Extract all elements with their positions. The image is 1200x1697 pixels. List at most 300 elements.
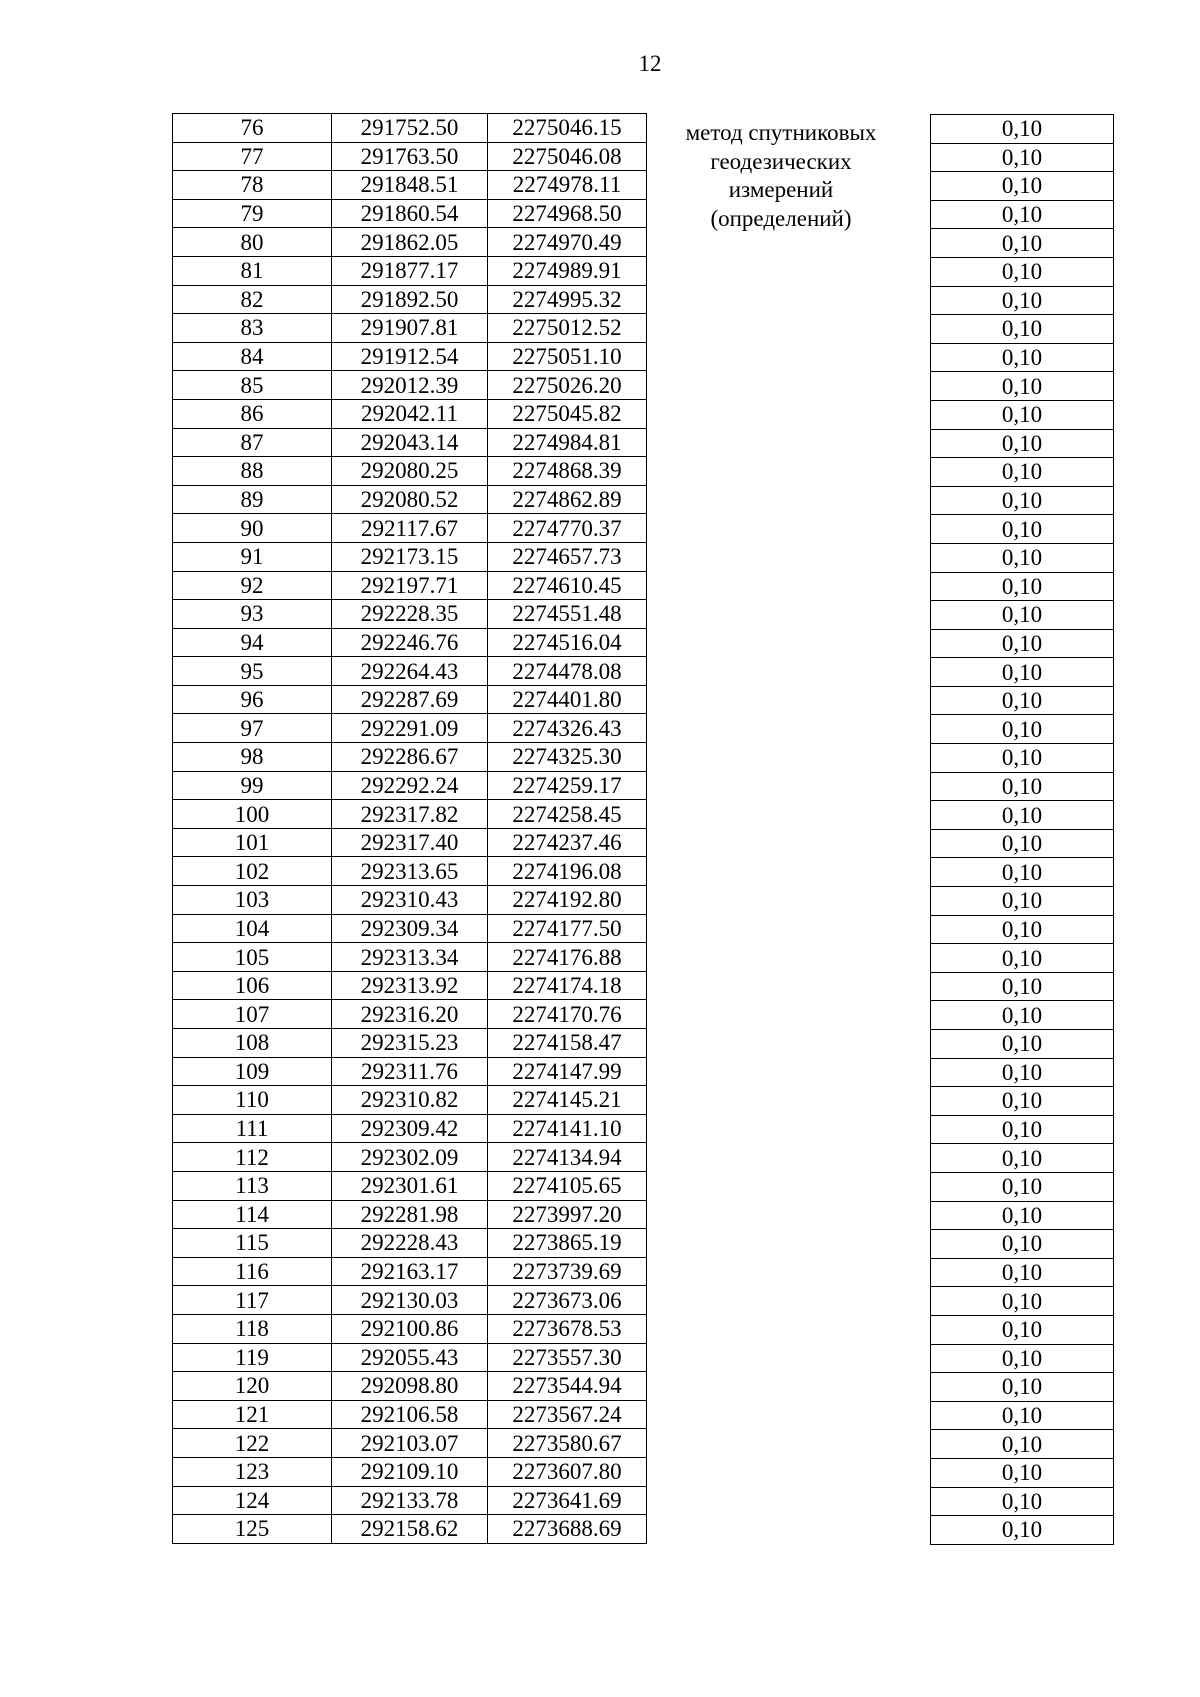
point-number-cell: 93 <box>173 600 332 629</box>
point-number-cell: 85 <box>173 371 332 400</box>
point-number-cell: 121 <box>173 1400 332 1429</box>
table-row <box>931 915 1114 944</box>
table-row <box>931 486 1114 515</box>
x-coordinate-cell: 292012.39 <box>332 371 488 400</box>
accuracy-cell: 0,10 <box>931 229 1114 258</box>
table-row <box>173 914 647 943</box>
x-coordinate-cell: 292133.78 <box>332 1486 488 1515</box>
accuracy-cell: 0,10 <box>931 629 1114 658</box>
y-coordinate-cell: 2274177.50 <box>488 914 647 943</box>
y-coordinate-cell: 2274862.89 <box>488 485 647 514</box>
y-coordinate-cell: 2275051.10 <box>488 342 647 371</box>
x-coordinate-cell: 292109.10 <box>332 1457 488 1486</box>
table-row <box>931 658 1114 687</box>
accuracy-cell: 0,10 <box>931 1201 1114 1230</box>
y-coordinate-cell: 2275012.52 <box>488 314 647 343</box>
method-line: (определений) <box>710 205 852 231</box>
y-coordinate-cell: 2274145.21 <box>488 1086 647 1115</box>
x-coordinate-cell: 292080.52 <box>332 485 488 514</box>
y-coordinate-cell: 2273580.67 <box>488 1429 647 1458</box>
table-row <box>173 199 647 228</box>
table-row <box>931 429 1114 458</box>
table-row <box>173 171 647 200</box>
table-row <box>173 685 647 714</box>
table-row <box>931 1087 1114 1116</box>
method-line: геодезических <box>710 148 852 174</box>
point-number-cell: 122 <box>173 1429 332 1458</box>
coordinates-table-body <box>173 114 647 1544</box>
accuracy-cell: 0,10 <box>931 1258 1114 1287</box>
table-row <box>931 1258 1114 1287</box>
y-coordinate-cell: 2274968.50 <box>488 199 647 228</box>
point-number-cell: 83 <box>173 314 332 343</box>
y-coordinate-cell: 2274984.81 <box>488 428 647 457</box>
table-row <box>173 114 647 143</box>
x-coordinate-cell: 292286.67 <box>332 743 488 772</box>
x-coordinate-cell: 292292.24 <box>332 771 488 800</box>
y-coordinate-cell: 2274325.30 <box>488 743 647 772</box>
point-number-cell: 90 <box>173 514 332 543</box>
x-coordinate-cell: 292098.80 <box>332 1372 488 1401</box>
accuracy-cell: 0,10 <box>931 772 1114 801</box>
table-row <box>931 200 1114 229</box>
accuracy-cell: 0,10 <box>931 372 1114 401</box>
point-number-cell: 77 <box>173 142 332 171</box>
accuracy-table-body <box>931 115 1114 1545</box>
point-number-cell: 117 <box>173 1286 332 1315</box>
x-coordinate-cell: 292228.43 <box>332 1229 488 1258</box>
point-number-cell: 102 <box>173 857 332 886</box>
accuracy-cell: 0,10 <box>931 143 1114 172</box>
table-row <box>173 142 647 171</box>
point-number-cell: 81 <box>173 256 332 285</box>
y-coordinate-cell: 2274174.18 <box>488 971 647 1000</box>
table-row <box>931 972 1114 1001</box>
accuracy-cell: 0,10 <box>931 1230 1114 1259</box>
table-row <box>173 714 647 743</box>
table-row <box>931 515 1114 544</box>
accuracy-cell: 0,10 <box>931 1458 1114 1487</box>
table-row <box>931 1287 1114 1316</box>
table-row <box>173 1171 647 1200</box>
y-coordinate-cell: 2273567.24 <box>488 1400 647 1429</box>
x-coordinate-cell: 292197.71 <box>332 571 488 600</box>
y-coordinate-cell: 2275046.08 <box>488 142 647 171</box>
table-row <box>931 1516 1114 1545</box>
table-row <box>931 543 1114 572</box>
table-row <box>931 1058 1114 1087</box>
accuracy-cell: 0,10 <box>931 887 1114 916</box>
point-number-cell: 104 <box>173 914 332 943</box>
accuracy-cell: 0,10 <box>931 715 1114 744</box>
table-row <box>173 943 647 972</box>
x-coordinate-cell: 292130.03 <box>332 1286 488 1315</box>
point-number-cell: 95 <box>173 657 332 686</box>
point-number-cell: 100 <box>173 800 332 829</box>
table-row <box>931 143 1114 172</box>
y-coordinate-cell: 2274868.39 <box>488 457 647 486</box>
point-number-cell: 86 <box>173 399 332 428</box>
table-row <box>931 286 1114 315</box>
accuracy-cell: 0,10 <box>931 829 1114 858</box>
table-row <box>173 1200 647 1229</box>
table-row <box>173 1143 647 1172</box>
x-coordinate-cell: 292055.43 <box>332 1343 488 1372</box>
y-coordinate-cell: 2274989.91 <box>488 256 647 285</box>
x-coordinate-cell: 292301.61 <box>332 1171 488 1200</box>
x-coordinate-cell: 292158.62 <box>332 1515 488 1544</box>
table-row <box>173 514 647 543</box>
point-number-cell: 84 <box>173 342 332 371</box>
table-row <box>931 229 1114 258</box>
table-row <box>173 1400 647 1429</box>
accuracy-cell: 0,10 <box>931 400 1114 429</box>
table-row <box>931 343 1114 372</box>
accuracy-cell: 0,10 <box>931 172 1114 201</box>
point-number-cell: 105 <box>173 943 332 972</box>
point-number-cell: 99 <box>173 771 332 800</box>
table-row <box>931 1115 1114 1144</box>
table-row <box>173 1343 647 1372</box>
method-line: метод спутниковых <box>685 120 877 145</box>
y-coordinate-cell: 2274105.65 <box>488 1171 647 1200</box>
table-row <box>173 971 647 1000</box>
table-row <box>931 1201 1114 1230</box>
point-number-cell: 96 <box>173 685 332 714</box>
y-coordinate-cell: 2274770.37 <box>488 514 647 543</box>
accuracy-cell: 0,10 <box>931 686 1114 715</box>
table-row <box>173 1429 647 1458</box>
y-coordinate-cell: 2274158.47 <box>488 1029 647 1058</box>
table-row <box>173 1057 647 1086</box>
x-coordinate-cell: 292316.20 <box>332 1000 488 1029</box>
x-coordinate-cell: 292313.92 <box>332 971 488 1000</box>
x-coordinate-cell: 292106.58 <box>332 1400 488 1429</box>
point-number-cell: 111 <box>173 1114 332 1143</box>
y-coordinate-cell: 2274176.88 <box>488 943 647 972</box>
x-coordinate-cell: 292043.14 <box>332 428 488 457</box>
table-row <box>173 600 647 629</box>
table-row <box>931 686 1114 715</box>
accuracy-cell: 0,10 <box>931 1087 1114 1116</box>
y-coordinate-cell: 2274259.17 <box>488 771 647 800</box>
x-coordinate-cell: 292103.07 <box>332 1429 488 1458</box>
accuracy-cell: 0,10 <box>931 286 1114 315</box>
accuracy-cell: 0,10 <box>931 972 1114 1001</box>
accuracy-cell: 0,10 <box>931 1030 1114 1059</box>
table-row <box>173 485 647 514</box>
accuracy-cell: 0,10 <box>931 1315 1114 1344</box>
x-coordinate-cell: 292310.82 <box>332 1086 488 1115</box>
table-row <box>173 1372 647 1401</box>
x-coordinate-cell: 292313.65 <box>332 857 488 886</box>
table-row <box>931 944 1114 973</box>
table-row <box>173 657 647 686</box>
page-number: 12 <box>638 51 662 76</box>
x-coordinate-cell: 292311.76 <box>332 1057 488 1086</box>
accuracy-cell: 0,10 <box>931 1430 1114 1459</box>
point-number-cell: 107 <box>173 1000 332 1029</box>
x-coordinate-cell: 292310.43 <box>332 886 488 915</box>
table-row <box>931 572 1114 601</box>
point-number-cell: 118 <box>173 1314 332 1343</box>
table-row <box>931 744 1114 773</box>
x-coordinate-cell: 292291.09 <box>332 714 488 743</box>
table-row <box>931 772 1114 801</box>
table-row <box>931 1458 1114 1487</box>
y-coordinate-cell: 2274657.73 <box>488 542 647 571</box>
x-coordinate-cell: 292287.69 <box>332 685 488 714</box>
table-row <box>173 571 647 600</box>
accuracy-cell: 0,10 <box>931 1373 1114 1402</box>
table-row <box>931 1401 1114 1430</box>
y-coordinate-cell: 2274134.94 <box>488 1143 647 1172</box>
x-coordinate-cell: 292302.09 <box>332 1143 488 1172</box>
y-coordinate-cell: 2273678.53 <box>488 1314 647 1343</box>
y-coordinate-cell: 2273865.19 <box>488 1229 647 1258</box>
table-row <box>931 715 1114 744</box>
point-number-cell: 114 <box>173 1200 332 1229</box>
table-row <box>173 857 647 886</box>
y-coordinate-cell: 2274196.08 <box>488 857 647 886</box>
point-number-cell: 125 <box>173 1515 332 1544</box>
table-row <box>931 1344 1114 1373</box>
y-coordinate-cell: 2275026.20 <box>488 371 647 400</box>
y-coordinate-cell: 2274147.99 <box>488 1057 647 1086</box>
point-number-cell: 76 <box>173 114 332 143</box>
accuracy-cell: 0,10 <box>931 1172 1114 1201</box>
accuracy-cell: 0,10 <box>931 543 1114 572</box>
table-row <box>173 1229 647 1258</box>
table-row <box>931 257 1114 286</box>
table-row <box>173 542 647 571</box>
point-number-cell: 79 <box>173 199 332 228</box>
x-coordinate-cell: 292317.40 <box>332 828 488 857</box>
accuracy-cell: 0,10 <box>931 200 1114 229</box>
y-coordinate-cell: 2274170.76 <box>488 1000 647 1029</box>
point-number-cell: 101 <box>173 828 332 857</box>
x-coordinate-cell: 292313.34 <box>332 943 488 972</box>
point-number-cell: 115 <box>173 1229 332 1258</box>
y-coordinate-cell: 2274192.80 <box>488 886 647 915</box>
x-coordinate-cell: 292042.11 <box>332 399 488 428</box>
y-coordinate-cell: 2274478.08 <box>488 657 647 686</box>
accuracy-cell: 0,10 <box>931 1115 1114 1144</box>
table-row <box>173 256 647 285</box>
table-row <box>173 628 647 657</box>
table-row <box>173 828 647 857</box>
y-coordinate-cell: 2273673.06 <box>488 1286 647 1315</box>
x-coordinate-cell: 292117.67 <box>332 514 488 543</box>
table-row <box>931 1030 1114 1059</box>
table-row <box>173 457 647 486</box>
y-coordinate-cell: 2273544.94 <box>488 1372 647 1401</box>
x-coordinate-cell: 291862.05 <box>332 228 488 257</box>
y-coordinate-cell: 2274237.46 <box>488 828 647 857</box>
x-coordinate-cell: 291907.81 <box>332 314 488 343</box>
accuracy-cell: 0,10 <box>931 1287 1114 1316</box>
accuracy-cell: 0,10 <box>931 486 1114 515</box>
accuracy-cell: 0,10 <box>931 915 1114 944</box>
x-coordinate-cell: 291860.54 <box>332 199 488 228</box>
table-row <box>931 1430 1114 1459</box>
accuracy-cell: 0,10 <box>931 601 1114 630</box>
table-row <box>931 315 1114 344</box>
accuracy-cell: 0,10 <box>931 315 1114 344</box>
accuracy-cell: 0,10 <box>931 801 1114 830</box>
table-row <box>931 1373 1114 1402</box>
point-number-cell: 124 <box>173 1486 332 1515</box>
accuracy-cell: 0,10 <box>931 744 1114 773</box>
accuracy-cell: 0,10 <box>931 1401 1114 1430</box>
y-coordinate-cell: 2274401.80 <box>488 685 647 714</box>
table-row <box>931 1315 1114 1344</box>
point-number-cell: 98 <box>173 743 332 772</box>
accuracy-cell: 0,10 <box>931 858 1114 887</box>
table-row <box>173 886 647 915</box>
table-row <box>173 285 647 314</box>
table-row <box>173 771 647 800</box>
x-coordinate-cell: 292080.25 <box>332 457 488 486</box>
table-row <box>173 228 647 257</box>
x-coordinate-cell: 291892.50 <box>332 285 488 314</box>
table-row <box>931 858 1114 887</box>
y-coordinate-cell: 2274551.48 <box>488 600 647 629</box>
table-row <box>931 458 1114 487</box>
x-coordinate-cell: 292317.82 <box>332 800 488 829</box>
accuracy-cell: 0,10 <box>931 429 1114 458</box>
point-number-cell: 94 <box>173 628 332 657</box>
point-number-cell: 78 <box>173 171 332 200</box>
table-row <box>173 800 647 829</box>
table-row <box>931 887 1114 916</box>
table-row <box>173 342 647 371</box>
x-coordinate-cell: 291763.50 <box>332 142 488 171</box>
y-coordinate-cell: 2273739.69 <box>488 1257 647 1286</box>
x-coordinate-cell: 292264.43 <box>332 657 488 686</box>
point-number-cell: 112 <box>173 1143 332 1172</box>
y-coordinate-cell: 2273641.69 <box>488 1486 647 1515</box>
accuracy-cell: 0,10 <box>931 257 1114 286</box>
table-row <box>931 829 1114 858</box>
y-coordinate-cell: 2273997.20 <box>488 1200 647 1229</box>
y-coordinate-cell: 2274970.49 <box>488 228 647 257</box>
table-row <box>173 743 647 772</box>
accuracy-cell: 0,10 <box>931 1516 1114 1545</box>
table-row <box>173 1457 647 1486</box>
accuracy-cell: 0,10 <box>931 1058 1114 1087</box>
x-coordinate-cell: 292315.23 <box>332 1029 488 1058</box>
point-number-cell: 123 <box>173 1457 332 1486</box>
table-row <box>931 1230 1114 1259</box>
table-row <box>173 1314 647 1343</box>
accuracy-cell: 0,10 <box>931 1144 1114 1173</box>
x-coordinate-cell: 291752.50 <box>332 114 488 143</box>
coordinates-table <box>172 113 647 1544</box>
method-line: измерений <box>728 177 834 202</box>
table-row <box>931 1172 1114 1201</box>
point-number-cell: 109 <box>173 1057 332 1086</box>
table-row <box>173 314 647 343</box>
y-coordinate-cell: 2274258.45 <box>488 800 647 829</box>
accuracy-cell: 0,10 <box>931 1344 1114 1373</box>
point-number-cell: 113 <box>173 1171 332 1200</box>
accuracy-cell: 0,10 <box>931 572 1114 601</box>
y-coordinate-cell: 2274516.04 <box>488 628 647 657</box>
table-row <box>173 1000 647 1029</box>
point-number-cell: 82 <box>173 285 332 314</box>
point-number-cell: 103 <box>173 886 332 915</box>
table-row <box>931 400 1114 429</box>
table-row <box>931 1487 1114 1516</box>
y-coordinate-cell: 2274326.43 <box>488 714 647 743</box>
accuracy-cell: 0,10 <box>931 1487 1114 1516</box>
point-number-cell: 110 <box>173 1086 332 1115</box>
point-number-cell: 91 <box>173 542 332 571</box>
x-coordinate-cell: 292228.35 <box>332 600 488 629</box>
table-row <box>931 115 1114 144</box>
y-coordinate-cell: 2274995.32 <box>488 285 647 314</box>
x-coordinate-cell: 292246.76 <box>332 628 488 657</box>
table-row <box>931 1001 1114 1030</box>
x-coordinate-cell: 292309.42 <box>332 1114 488 1143</box>
table-row <box>173 428 647 457</box>
y-coordinate-cell: 2275045.82 <box>488 399 647 428</box>
point-number-cell: 88 <box>173 457 332 486</box>
y-coordinate-cell: 2274978.11 <box>488 171 647 200</box>
point-number-cell: 120 <box>173 1372 332 1401</box>
point-number-cell: 87 <box>173 428 332 457</box>
table-row <box>173 399 647 428</box>
point-number-cell: 106 <box>173 971 332 1000</box>
accuracy-table <box>930 114 1114 1545</box>
accuracy-cell: 0,10 <box>931 944 1114 973</box>
x-coordinate-cell: 291848.51 <box>332 171 488 200</box>
x-coordinate-cell: 292100.86 <box>332 1314 488 1343</box>
table-row <box>173 1286 647 1315</box>
y-coordinate-cell: 2273607.80 <box>488 1457 647 1486</box>
x-coordinate-cell: 291877.17 <box>332 256 488 285</box>
x-coordinate-cell: 292163.17 <box>332 1257 488 1286</box>
table-row <box>173 1486 647 1515</box>
table-row <box>931 1144 1114 1173</box>
y-coordinate-cell: 2274141.10 <box>488 1114 647 1143</box>
table-row <box>173 1114 647 1143</box>
table-row <box>931 601 1114 630</box>
accuracy-cell: 0,10 <box>931 1001 1114 1030</box>
point-number-cell: 89 <box>173 485 332 514</box>
x-coordinate-cell: 292173.15 <box>332 542 488 571</box>
accuracy-cell: 0,10 <box>931 115 1114 144</box>
y-coordinate-cell: 2273688.69 <box>488 1515 647 1544</box>
accuracy-cell: 0,10 <box>931 658 1114 687</box>
x-coordinate-cell: 291912.54 <box>332 342 488 371</box>
table-row <box>931 629 1114 658</box>
accuracy-cell: 0,10 <box>931 343 1114 372</box>
table-row <box>173 1257 647 1286</box>
y-coordinate-cell: 2273557.30 <box>488 1343 647 1372</box>
y-coordinate-cell: 2274610.45 <box>488 571 647 600</box>
point-number-cell: 116 <box>173 1257 332 1286</box>
point-number-cell: 92 <box>173 571 332 600</box>
table-row <box>173 1029 647 1058</box>
accuracy-cell: 0,10 <box>931 458 1114 487</box>
accuracy-cell: 0,10 <box>931 515 1114 544</box>
table-row <box>173 1086 647 1115</box>
y-coordinate-cell: 2275046.15 <box>488 114 647 143</box>
table-row <box>173 371 647 400</box>
point-number-cell: 108 <box>173 1029 332 1058</box>
